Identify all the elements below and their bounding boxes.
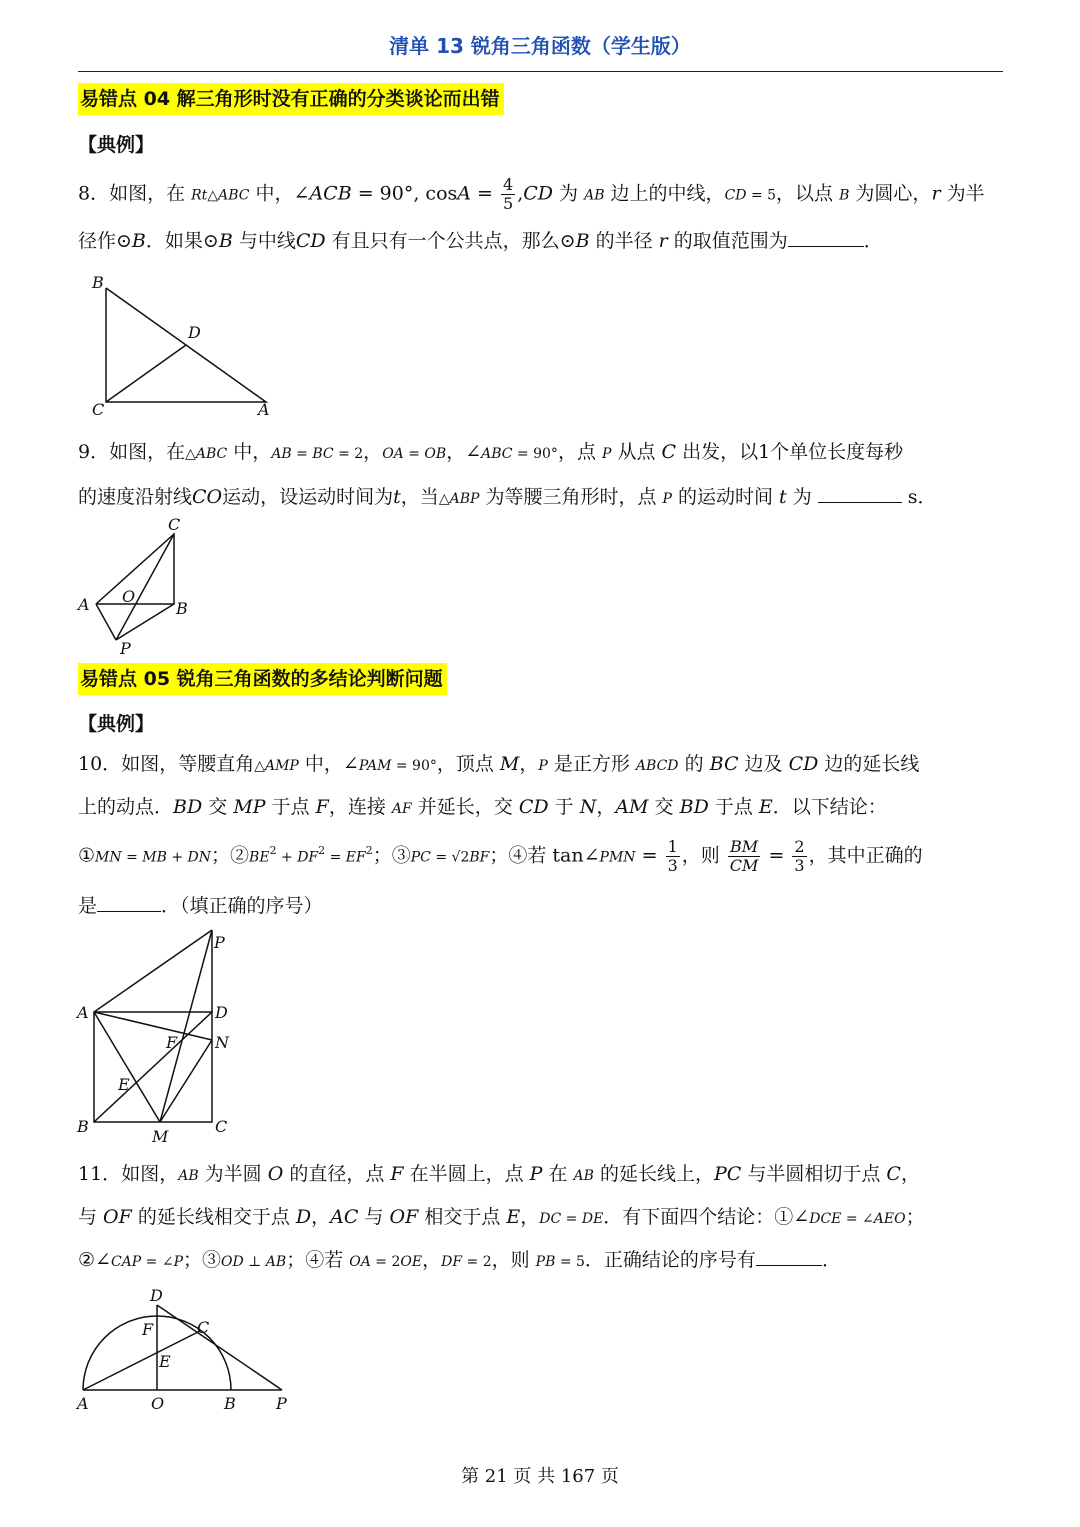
- q11-line-1: 11．如图，AB 为半圆 O 的直径，点 F 在半圆上，点 P 在 AB 的延长线上，PC 与半圆相切于点 C，: [78, 1163, 920, 1185]
- q10-fig-label-m: M: [152, 1127, 169, 1146]
- q10-fig-label-n: N: [215, 1033, 229, 1052]
- q10-number: 10．: [78, 753, 122, 775]
- q11-fig-label-a: A: [77, 1394, 89, 1413]
- q11-fig-label-f: F: [142, 1320, 154, 1339]
- q10-fig-label-d: D: [215, 1003, 228, 1022]
- example-label: 【典例】: [78, 713, 155, 735]
- q8-number: 8．: [78, 182, 110, 205]
- q10-line-2: 上的动点．BD 交 MP 于点 F，连接 AF 并延长，交 CD 于 N，AM 交 BD 于点 E．以下结论：: [78, 796, 887, 818]
- q11-line-2: 与 OF 的延长线相交于点 D，AC 与 OF 相交于点 E，DC = DE．有下面四个结论：①∠DCE = ∠AEO；: [78, 1206, 925, 1228]
- q8-line-1: 8．如图，在 Rt△ABC 中，∠ACB = 90°, cosA = $\frac{4}{5}$ ,CD 为 AB 边上的中线，CD = 5，以点 B 为圆心，r 为半: [78, 175, 985, 213]
- section-label-05: 易错点 05 锐角三角函数的多结论判断问题: [78, 663, 447, 695]
- header-divider: [78, 71, 1003, 72]
- q10-answer-blank[interactable]: [97, 893, 161, 912]
- q8-fig-label-a: A: [258, 400, 270, 419]
- q11-fig-label-o: O: [151, 1394, 165, 1413]
- q11-fig-label-b: B: [224, 1394, 236, 1413]
- q9-fig-label-a: A: [78, 595, 90, 614]
- q9-line-1: 9．如图，在△ABC 中，AB = BC = 2，OA = OB，∠ABC = 90°，点 P 从点 C 出发，以1个单位长度每秒: [78, 441, 904, 463]
- q8-answer-blank[interactable]: [788, 228, 864, 247]
- q9-fig-label-o: O: [122, 587, 136, 606]
- q8-figure: [80, 270, 290, 420]
- q8-fig-label-b: B: [92, 273, 104, 292]
- q10-fig-label-a: A: [77, 1003, 89, 1022]
- q9-figure: [76, 512, 206, 657]
- q8-fig-label-d: D: [188, 323, 201, 342]
- q11-fig-label-e: E: [159, 1352, 171, 1371]
- q11-fig-label-d: D: [150, 1286, 163, 1305]
- q11-fig-label-p: P: [276, 1394, 287, 1413]
- q9-answer-blank[interactable]: [818, 484, 902, 503]
- q11-number: 11．: [78, 1163, 122, 1185]
- q11-line-3: ②∠CAP = ∠P；③OD ⊥ AB；④若 OA = 2OE，DF = 2，则 PB = 5．正确结论的序号有 ．: [78, 1249, 841, 1271]
- q8-line-2: 径作⊙B．如果⊙B 与中线CD 有且只有一个公共点，那么⊙B 的半径 r 的取值范围为 ．: [78, 230, 883, 252]
- q10-fig-label-b: B: [77, 1117, 89, 1136]
- q11-figure: [74, 1285, 294, 1415]
- q8-fig-label-c: C: [92, 400, 105, 419]
- q10-figure: [74, 928, 244, 1148]
- page-header-title: 清单 13 锐角三角函数（学生版）: [389, 34, 691, 58]
- example-label: 【典例】: [78, 134, 155, 156]
- q10-fig-label-c: C: [215, 1117, 228, 1136]
- q9-number: 9．: [78, 441, 110, 463]
- q10-fig-label-f: F: [166, 1033, 178, 1052]
- section-label-04: 易错点 04 解三角形时没有正确的分类谈论而出错: [78, 83, 504, 115]
- q10-line-4: 是 ．（填正确的序号）: [78, 895, 323, 917]
- q9-line-2: 的速度沿射线CO运动，设运动时间为t，当△ABP 为等腰三角形时，点 P 的运动时间 t 为 s．: [78, 486, 937, 508]
- page-footer: 第 21 页 共 167 页: [461, 1466, 619, 1487]
- q10-line-1: 10．如图，等腰直角△AMP 中，∠PAM = 90°，顶点 M，P 是正方形 ABCD 的 BC 边及 CD 边的延长线: [78, 753, 920, 775]
- q10-line-3: ①MN = MB + DN；$②BE^2 + DF^2 = EF^2$；③PC = √2BF；④若 tan∠PMN = $\frac{1}{3}$ ，则 $\frac{BM}{CM}$ = $\frac{2}{3}$ ，其中正确的: [78, 837, 923, 875]
- q9-fig-label-c: C: [168, 515, 181, 534]
- q11-answer-blank[interactable]: [756, 1247, 822, 1266]
- q10-fig-label-p: P: [214, 933, 225, 952]
- q10-fig-label-e: E: [118, 1075, 130, 1094]
- q9-fig-label-b: B: [176, 599, 188, 618]
- q11-fig-label-c: C: [197, 1318, 210, 1337]
- q9-fig-label-p: P: [120, 639, 131, 657]
